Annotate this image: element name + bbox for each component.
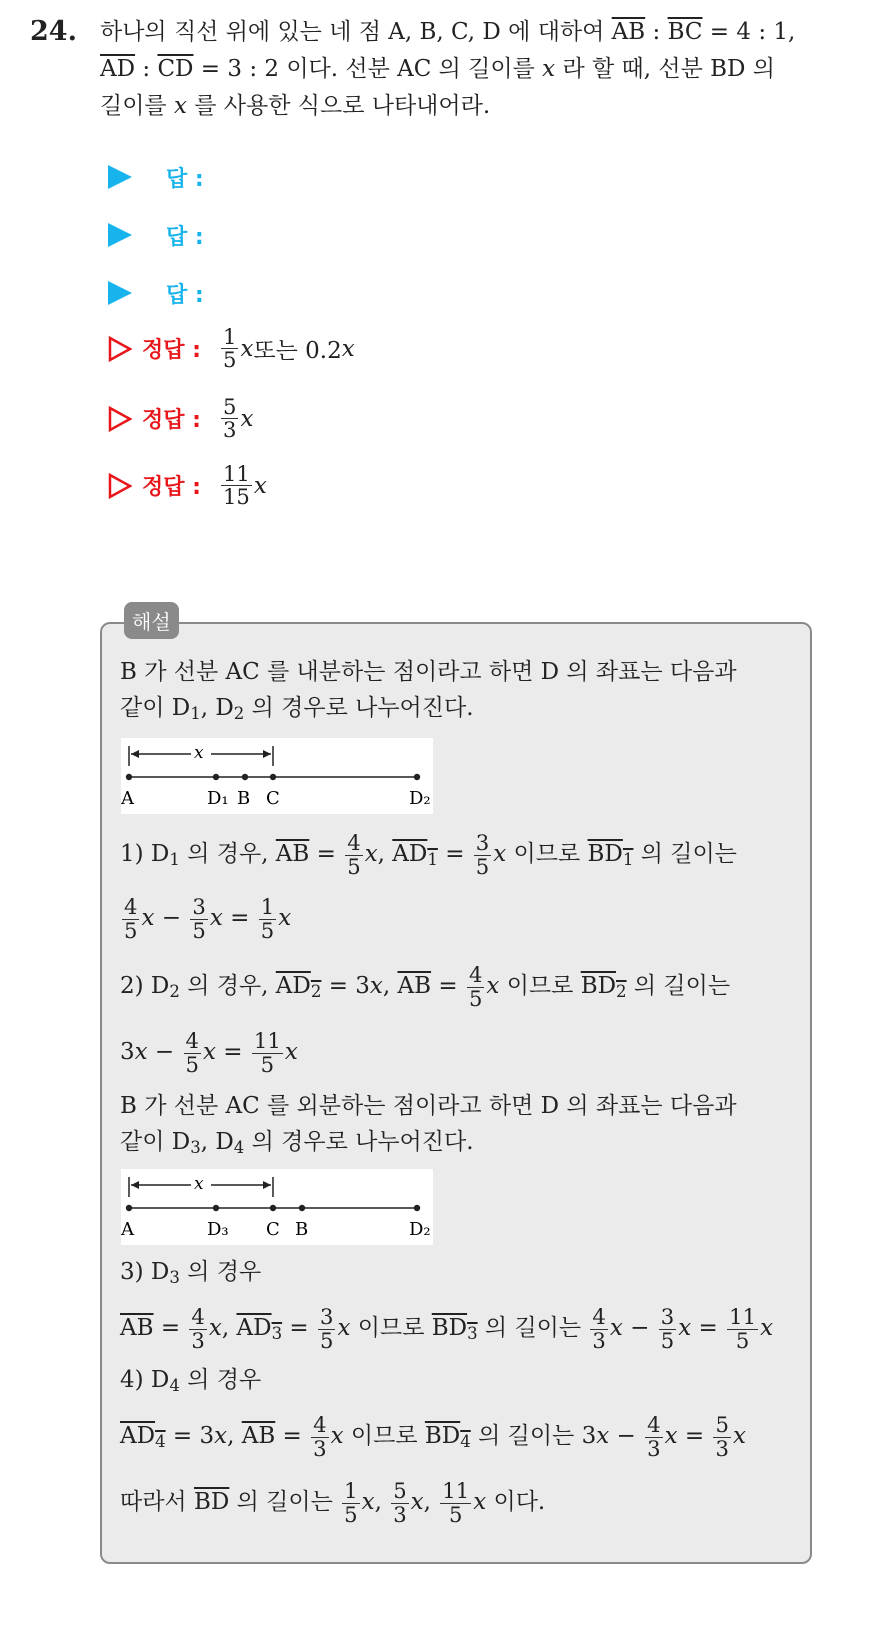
point-label: D₃ <box>207 1219 229 1240</box>
question-number: 24. <box>30 16 77 47</box>
segment-bc: $\overline{BC}$ <box>667 19 703 45</box>
fraction: $\frac{11}{15}$ <box>222 461 250 510</box>
outline-triangle-icon <box>108 406 132 432</box>
conclusion-line: 따라서 $\overline{BD}$ 의 길이는 $\frac{1}{5}$ x, $\frac{5}{3}$ x, $\frac{11}{5}$ x 이다. <box>120 1478 546 1527</box>
segment-ad: $\overline{AD}$ <box>100 56 136 82</box>
x-label: x <box>194 743 204 763</box>
segment-ab: $\overline{AB}$ <box>611 19 646 45</box>
explanation-tag: 해설 <box>124 602 179 639</box>
fraction: $\frac{5}{3}$ <box>222 394 237 443</box>
solution-label: 정답 : <box>142 408 201 434</box>
answer-label: 답 : <box>166 224 204 250</box>
question-text: 하나의 직선 위에 있는 네 점 A, B, C, D 에 대하여 $\overline{AB}$ : $\overline{BC} = 4$ : 1, $\overline{AD}$ : $\overline{CD} = 3$ : 2 이다. 선분 AC 의 길이를 x 라 할 때, 선분 BD 의 길이를 x 를 사용한 식으로 나타내어라. <box>100 19 796 119</box>
solution-label: 정답 : <box>142 475 201 501</box>
case-2-line: 2) $D_2$ 의 경우, $AD_2 = 3x$, $\overline{AB}$ = $\frac{4}{5}$ x 이므로 $BD_2$ 의 길이는 <box>120 962 731 1011</box>
play-arrow-icon <box>108 281 132 305</box>
case-3-line: $\overline{AB}$ = $\frac{4}{3}$ x, $AD_3$ = $\frac{3}{5}$ x 이므로 $BD_3$ 의 길이는 $\frac{4}{3}$ x − $\frac{3}{5}$ x = $\frac{11}{5}$ x <box>120 1304 774 1353</box>
segment-cd: $\overline{CD}$ <box>157 56 194 82</box>
answer-row[interactable] <box>108 157 204 197</box>
point-label: D₂ <box>409 788 431 809</box>
number-line-figure <box>121 1169 433 1245</box>
answer-row[interactable] <box>108 273 204 313</box>
x-label: x <box>194 1174 204 1194</box>
point-label: B <box>237 788 251 809</box>
point-label: B <box>295 1219 309 1240</box>
point-label: C <box>266 1219 280 1240</box>
number-line-figure <box>121 738 433 814</box>
point-label: A <box>121 788 134 809</box>
case-2-result: 3x − $\frac{4}{5}$ x = $\frac{11}{5}$ x <box>120 1028 298 1077</box>
point-label: D₁ <box>207 788 229 809</box>
answer-label: 답 : <box>166 282 204 308</box>
play-arrow-icon <box>108 223 132 247</box>
explanation-paragraph: B 가 선분 AC 를 외분하는 점이라고 하면 D 의 좌표는 다음과 같이 $D_3$, $D_4$ 의 경우로 나누어진다. <box>120 1093 737 1158</box>
fraction: $\frac{1}{5}$ <box>222 324 237 373</box>
case-1-line: 1) $D_1$ 의 경우, $\overline{AB}$ = $\frac{4}{5}$ x, $AD_1$ = $\frac{3}{5}$ x 이므로 $BD_1$ 의 길이는 <box>120 830 737 879</box>
point-label: A <box>121 1219 134 1240</box>
answer-label: 답 : <box>166 166 204 192</box>
case-4-heading: 4) $D_4$ 의 경우 <box>120 1367 262 1396</box>
solution-row: 정답 : $\frac{11}{15}$ x <box>108 463 267 508</box>
point-label: D₂ <box>409 1219 431 1240</box>
answer-row[interactable] <box>108 215 204 255</box>
outline-triangle-icon <box>108 473 132 499</box>
point-label: C <box>266 788 280 809</box>
outline-triangle-icon <box>108 336 132 362</box>
solution-row: 정답 : $\frac{5}{3}$ x <box>108 396 253 441</box>
solution-row: 정답 : $\frac{1}{5}$ x 또는 0.2 x <box>108 326 355 371</box>
case-3-heading: 3) $D_3$ 의 경우 <box>120 1259 262 1288</box>
explanation-paragraph: B 가 선분 AC 를 내분하는 점이라고 하면 D 의 좌표는 다음과 같이 $D_1$, $D_2$ 의 경우로 나누어진다. <box>120 659 737 724</box>
case-4-line: $AD_4 = 3x$, $\overline{AB}$ = $\frac{4}{3}$ x 이므로 $BD_4$ 의 길이는 3x − $\frac{4}{3}$ x = $\frac{5}{3}$ x <box>120 1412 746 1461</box>
solution-label: 정답 : <box>142 338 201 364</box>
play-arrow-icon <box>108 165 132 189</box>
case-1-result: $\frac{4}{5}$ x − $\frac{3}{5}$ x = $\frac{1}{5}$ x <box>124 894 292 943</box>
